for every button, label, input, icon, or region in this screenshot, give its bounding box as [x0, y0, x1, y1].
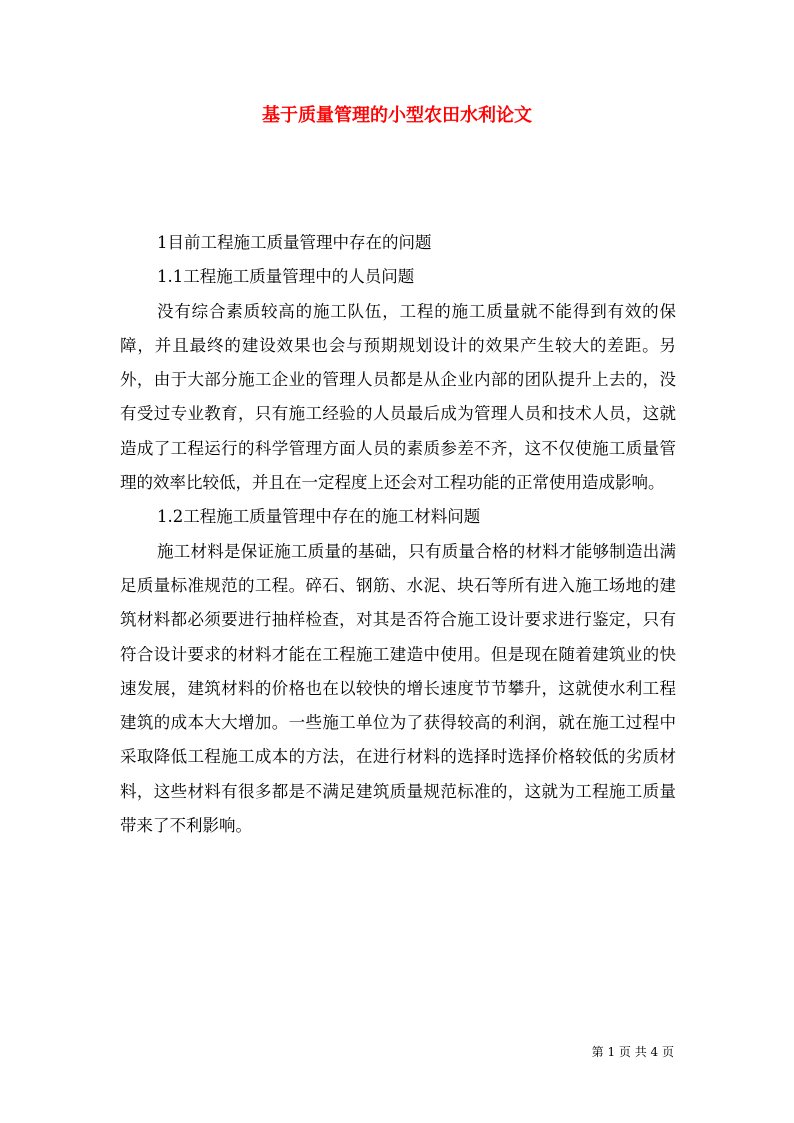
page-number: 第 1 页 共 4 页 [591, 1045, 674, 1059]
document-title: 基于质量管理的小型农田水利论文 [262, 105, 532, 126]
section-heading-1-1: 1.1工程施工质量管理中的人员问题 [157, 267, 415, 287]
paragraph-materials: 施工材料是保证施工质量的基础，只有质量合格的材料才能够制造出满足质量标准规范的工程。碎石、钢筋、水泥、块石等所有进入施工场地的建筑材料都必须要进行抽样检查，对其是否符合施工设计要求进行鉴定，只有符合设计要求的材料才能在工程施工建造中使用。但是现在随着建筑业的快速发展，建筑材料的价格也在以较快的增长速度节节攀升，这就使水利工程建筑的成本大大增加。一些施工单位为了获得较高的利润，就在施工过程中采取降低工程施工成本的方法，在进行材料的选择时选择价格较低的劣质材料，这些材料有很多都是不满足建筑质量规范标准的，这就为工程施工质量带来了不利影响。 [120, 541, 676, 836]
section-heading-1: 1目前工程施工质量管理中存在的问题 [157, 233, 432, 252]
section-heading-1-2: 1.2工程施工质量管理中存在的施工材料问题 [157, 507, 481, 527]
paragraph-personnel: 没有综合素质较高的施工队伍，工程的施工质量就不能得到有效的保障，并且最终的建设效果也会与预期规划设计的效果产生较大的差距。另外，由于大部分施工企业的管理人员都是从企业内部的团队提升上去的，没有受过专业教育，只有施工经验的人员最后成为管理人员和技术人员，这就造成了工程运行的科学管理方面人员的素质参差不齐，这不仅使施工质量管理的效率比较低，并且在一定程度上还会对工程功能的正常使用造成影响。 [120, 301, 676, 493]
document-body [120, 226, 676, 843]
